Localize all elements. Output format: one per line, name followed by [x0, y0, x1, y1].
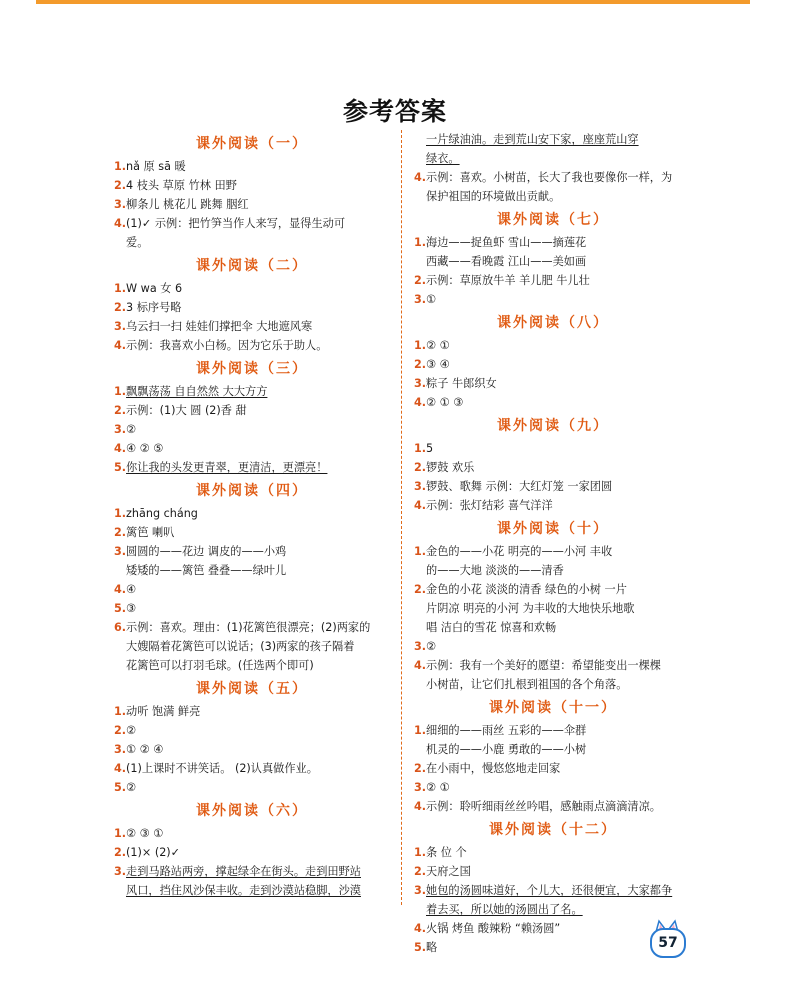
- left-column: [114, 130, 390, 900]
- answer-number: 1.: [414, 545, 427, 558]
- right-column: [414, 130, 692, 957]
- answer-line: [114, 721, 390, 740]
- answer-line: [414, 393, 692, 412]
- answer-line: [414, 759, 692, 778]
- answer-text: 风口，挡住风沙保丰收。走到沙漠站稳脚，沙漠: [126, 884, 361, 897]
- section-heading: 课外阅读（八）: [497, 315, 609, 331]
- answer-line: [414, 355, 692, 374]
- answer-line: [114, 759, 390, 778]
- section-heading: 课外阅读（二）: [196, 258, 308, 274]
- answer-line: [414, 740, 692, 759]
- answer-text: 细细的——雨丝 五彩的——伞群: [426, 724, 587, 737]
- answer-text: ④ ② ⑤: [126, 442, 164, 455]
- answer-number: 2.: [414, 583, 427, 596]
- answer-number: 1.: [414, 442, 427, 455]
- answer-line: [414, 130, 692, 149]
- answer-number: 5.: [114, 602, 127, 615]
- answer-text: ④: [126, 583, 137, 596]
- answer-text: ②: [426, 640, 437, 653]
- answer-line: [114, 317, 390, 336]
- answer-text: 的——大地 淡淡的——清香: [426, 564, 564, 577]
- column-divider: [401, 130, 402, 905]
- answer-text: 大嫂隔着花篱笆可以说话；(3)两家的孩子隔着: [126, 640, 355, 653]
- answer-text: ②: [126, 724, 137, 737]
- answer-text: 示例：张灯结彩 喜气洋洋: [426, 499, 553, 512]
- answer-number: 2.: [414, 461, 427, 474]
- answer-line: [414, 843, 692, 862]
- answer-text: 火锅 烤鱼 酸辣粉 “赖汤圆”: [426, 922, 561, 935]
- answer-line: [414, 252, 692, 271]
- answer-line: [114, 599, 390, 618]
- answer-text: W wa 女 6: [126, 282, 183, 295]
- answer-number: 3.: [114, 198, 127, 211]
- answer-line: [414, 233, 692, 252]
- answer-line: [114, 618, 390, 637]
- answer-number: 3.: [114, 545, 127, 558]
- answer-line: [114, 298, 390, 317]
- answer-line: [414, 580, 692, 599]
- answer-line: [414, 477, 692, 496]
- answer-number: 3.: [114, 865, 127, 878]
- answer-number: 3.: [414, 293, 427, 306]
- answer-text: (1)上课时不讲笑话。 (2)认真做作业。: [126, 762, 318, 775]
- section-heading: 课外阅读（十一）: [489, 700, 617, 716]
- answer-text: ②: [126, 423, 137, 436]
- answer-number: 2.: [414, 762, 427, 775]
- top-accent-bar: [36, 0, 750, 4]
- answer-line: [414, 290, 692, 309]
- answer-line: [114, 740, 390, 759]
- answer-line: [414, 637, 692, 656]
- answer-line: [114, 279, 390, 298]
- answer-number: 2.: [114, 301, 127, 314]
- answer-text: 乌云扫一扫 娃娃们撑把伞 大地遮风寒: [126, 320, 313, 333]
- answer-text: 走到马路站两旁，撑起绿伞在街头。走到田野站: [126, 865, 361, 878]
- answer-number: 4.: [414, 800, 427, 813]
- answer-text: 锣鼓、歌舞 示例：大红灯笼 一家团圆: [426, 480, 613, 493]
- answer-text: 示例：聆听细雨丝丝吟唱，感触雨点滴滴清凉。: [426, 800, 661, 813]
- answer-text: ③: [126, 602, 137, 615]
- answer-text: ② ①: [426, 339, 450, 352]
- answer-number: 1.: [114, 705, 127, 718]
- page-number-badge: [646, 918, 688, 958]
- answer-line: [114, 523, 390, 542]
- answer-text: zhāng cháng: [126, 507, 198, 520]
- section-heading: 课外阅读（一）: [196, 136, 308, 152]
- answer-number: 1.: [114, 160, 127, 173]
- answer-text: 西藏——看晚霞 江山——美如画: [426, 255, 587, 268]
- section-heading: 课外阅读（九）: [497, 418, 609, 434]
- answer-text: 机灵的——小鹿 勇敢的——小树: [426, 743, 587, 756]
- answer-text: 唱 洁白的雪花 惊喜和欢畅: [426, 621, 557, 634]
- answer-number: 1.: [414, 724, 427, 737]
- answer-text: 示例：喜欢。理由：(1)花篱笆很漂亮；(2)两家的: [126, 621, 371, 634]
- answer-text: ② ③ ①: [126, 827, 164, 840]
- answer-text: 条 位 个: [426, 846, 467, 859]
- answer-text: 示例：我有一个美好的愿望：希望能变出一棵棵: [426, 659, 661, 672]
- answer-line: [114, 702, 390, 721]
- answer-line: [114, 195, 390, 214]
- answer-line: [114, 862, 390, 881]
- answer-text: 保护祖国的环境做出贡献。: [426, 190, 561, 203]
- answer-text: 爱。: [126, 236, 149, 249]
- answer-text: ②: [126, 781, 137, 794]
- answer-line: [414, 149, 692, 168]
- answer-line: [114, 157, 390, 176]
- answer-number: 4.: [114, 583, 127, 596]
- answer-text: 你让我的头发更青翠，更清洁，更漂亮！: [126, 461, 328, 474]
- answer-line: [414, 439, 692, 458]
- answer-line: [414, 656, 692, 675]
- answer-text: 花篱笆可以打羽毛球。(任选两个即可): [126, 659, 314, 672]
- answer-text: 飘飘荡荡 自自然然 大大方方: [126, 385, 268, 398]
- answer-line: [414, 374, 692, 393]
- answer-text: 圆圆的——花边 调皮的——小鸡: [126, 545, 287, 558]
- answer-number: 3.: [114, 423, 127, 436]
- answer-number: 4.: [414, 659, 427, 672]
- answer-line: [114, 542, 390, 561]
- answer-line: [414, 187, 692, 206]
- answer-line: [414, 881, 692, 900]
- page-title: 参考答案: [342, 97, 447, 126]
- answer-line: [414, 599, 692, 618]
- answer-text: 小树苗，让它们扎根到祖国的各个角落。: [426, 678, 628, 691]
- answer-text: 着去买，所以她的汤圆出了名。: [426, 903, 583, 916]
- page-number: 57: [650, 928, 686, 958]
- answer-number: 3.: [114, 743, 127, 756]
- answer-text: 5: [426, 442, 434, 455]
- answer-text: 粽子 牛郎织女: [426, 377, 497, 390]
- section-heading: 课外阅读（七）: [497, 212, 609, 228]
- answer-number: 3.: [414, 884, 427, 897]
- answer-number: 3.: [414, 480, 427, 493]
- answer-line: [414, 618, 692, 637]
- answer-number: 4.: [114, 217, 127, 230]
- answer-text: 示例：喜欢。小树苗，长大了我也要像你一样，为: [426, 171, 673, 184]
- answer-number: 6.: [114, 621, 127, 634]
- answer-line: [414, 561, 692, 580]
- answer-line: [114, 214, 390, 233]
- answer-line: [414, 797, 692, 816]
- answer-number: 1.: [414, 236, 427, 249]
- answer-text: nǎ 原 sā 暖: [126, 160, 186, 173]
- answer-number: 4.: [114, 442, 127, 455]
- answer-number: 1.: [114, 827, 127, 840]
- answer-text: (1)× (2)✓: [126, 846, 181, 859]
- answer-line: [114, 336, 390, 355]
- answer-number: 4.: [414, 171, 427, 184]
- answer-text: 动听 饱满 鲜亮: [126, 705, 201, 718]
- answer-line: [114, 504, 390, 523]
- answer-line: [414, 458, 692, 477]
- answer-line: [414, 542, 692, 561]
- answer-text: 示例：草原放牛羊 羊儿肥 牛儿壮: [426, 274, 590, 287]
- answer-line: [114, 439, 390, 458]
- answer-text: 4 枝头 草原 竹林 田野: [126, 179, 237, 192]
- answer-line: [114, 778, 390, 797]
- answer-number: 1.: [114, 282, 127, 295]
- answer-line: [414, 862, 692, 881]
- answer-line: [114, 881, 390, 900]
- answer-text: 略: [426, 941, 438, 954]
- answer-text: ② ① ③: [426, 396, 464, 409]
- answer-number: 2.: [414, 865, 427, 878]
- answer-line: [414, 496, 692, 515]
- answer-number: 2.: [114, 526, 127, 539]
- answer-line: [414, 675, 692, 694]
- answer-text: 金色的——小花 明亮的——小河 丰收: [426, 545, 613, 558]
- answer-line: [114, 233, 390, 252]
- answer-line: [414, 900, 692, 919]
- answer-text: ① ② ④: [126, 743, 164, 756]
- answer-number: 2.: [114, 404, 127, 417]
- answer-text: (1)✓ 示例：把竹笋当作人来写，显得生动可: [126, 217, 346, 230]
- answer-number: 3.: [114, 320, 127, 333]
- answer-text: 示例：我喜欢小白杨。因为它乐于助人。: [126, 339, 328, 352]
- answer-number: 4.: [414, 922, 427, 935]
- answer-text: ③ ④: [426, 358, 450, 371]
- answer-number: 4.: [414, 499, 427, 512]
- answer-line: [414, 721, 692, 740]
- section-heading: 课外阅读（三）: [196, 361, 308, 377]
- answer-text: 矮矮的——篱笆 叠叠——绿叶儿: [126, 564, 287, 577]
- answer-number: 1.: [414, 339, 427, 352]
- answer-text: 锣鼓 欢乐: [426, 461, 475, 474]
- answer-text: 在小雨中，慢悠悠地走回家: [426, 762, 561, 775]
- answer-text: 片阴凉 明亮的小河 为丰收的大地快乐地歌: [426, 602, 635, 615]
- answer-number: 2.: [114, 724, 127, 737]
- answer-line: [114, 382, 390, 401]
- answer-number: 1.: [114, 385, 127, 398]
- answer-text: 篱笆 喇叭: [126, 526, 175, 539]
- answer-text: 金色的小花 淡淡的清香 绿色的小树 一片: [426, 583, 627, 596]
- answer-number: 4.: [114, 762, 127, 775]
- section-heading: 课外阅读（四）: [196, 483, 308, 499]
- answer-number: 5.: [114, 781, 127, 794]
- answer-text: ② ①: [426, 781, 450, 794]
- answer-line: [114, 401, 390, 420]
- answer-text: 天府之国: [426, 865, 471, 878]
- answer-number: 5.: [414, 941, 427, 954]
- answer-line: [114, 656, 390, 675]
- answer-line: [414, 336, 692, 355]
- answer-text: 3 标序号略: [126, 301, 182, 314]
- answer-number: 1.: [414, 846, 427, 859]
- answer-number: 5.: [114, 461, 127, 474]
- answer-line: [114, 420, 390, 439]
- answer-number: 4.: [114, 339, 127, 352]
- answer-line: [414, 168, 692, 187]
- answer-number: 2.: [414, 274, 427, 287]
- answer-line: [114, 843, 390, 862]
- answer-line: [114, 637, 390, 656]
- answer-line: [114, 580, 390, 599]
- answer-number: 4.: [414, 396, 427, 409]
- answer-number: 3.: [414, 781, 427, 794]
- answer-text: 海边——捉鱼虾 雪山——摘莲花: [426, 236, 587, 249]
- section-heading: 课外阅读（五）: [196, 681, 308, 697]
- answer-text: 一片绿油油。走到荒山安下家，座座荒山穿: [426, 133, 639, 146]
- answer-number: 3.: [414, 377, 427, 390]
- answer-text: ①: [426, 293, 437, 306]
- answer-line: [114, 458, 390, 477]
- answer-number: 1.: [114, 507, 127, 520]
- answer-line: [114, 176, 390, 195]
- answer-text: 她包的汤圆味道好，个儿大，还很便宜，大家都争: [426, 884, 673, 897]
- answer-number: 3.: [414, 640, 427, 653]
- answer-line: [414, 778, 692, 797]
- answer-text: 示例：(1)大 圆 (2)香 甜: [126, 404, 247, 417]
- section-heading: 课外阅读（十二）: [489, 822, 617, 838]
- answer-text: 柳条儿 桃花儿 跳舞 胭红: [126, 198, 249, 211]
- answer-line: [414, 271, 692, 290]
- answer-number: 2.: [414, 358, 427, 371]
- section-heading: 课外阅读（十）: [497, 521, 609, 537]
- answer-number: 2.: [114, 846, 127, 859]
- answer-line: [114, 824, 390, 843]
- answer-line: [114, 561, 390, 580]
- section-heading: 课外阅读（六）: [196, 803, 308, 819]
- answer-text: 绿衣。: [426, 152, 460, 165]
- answer-number: 2.: [114, 179, 127, 192]
